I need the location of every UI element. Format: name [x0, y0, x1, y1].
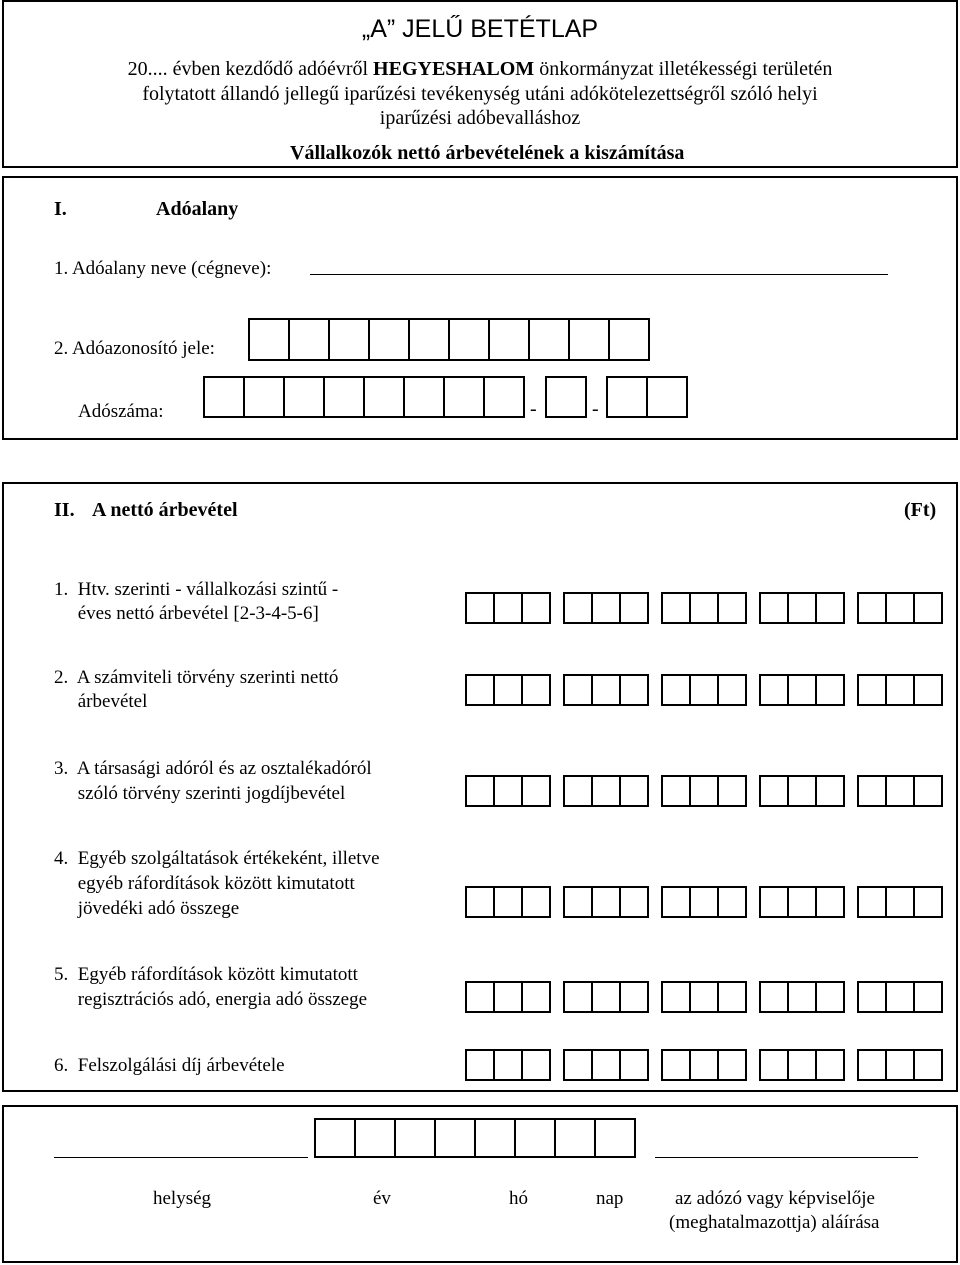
amount-digit-box[interactable]	[563, 981, 593, 1013]
tax-id-box[interactable]	[368, 318, 410, 361]
amount-digit-box[interactable]	[815, 775, 845, 807]
amount-digit-box[interactable]	[563, 775, 593, 807]
amount-digit-box[interactable]	[591, 775, 621, 807]
tax-number-vat-box[interactable]	[545, 376, 587, 418]
amount-digit-box[interactable]	[591, 674, 621, 706]
amount-digit-box[interactable]	[885, 592, 915, 624]
amount-digit-box[interactable]	[759, 981, 789, 1013]
amount-digit-box[interactable]	[857, 1049, 887, 1081]
amount-digit-box[interactable]	[661, 886, 691, 918]
amount-digit-box[interactable]	[661, 674, 691, 706]
amount-digit-box[interactable]	[465, 886, 495, 918]
tax-number-box[interactable]	[443, 376, 485, 418]
header-subtitle: Vállalkozók nettó árbevételének a kiszámítása	[290, 142, 685, 164]
tax-number-main-boxes[interactable]	[203, 376, 525, 418]
tax-number-box[interactable]	[606, 376, 648, 418]
amount-digit-box[interactable]	[521, 1049, 551, 1081]
amount-digit-box[interactable]	[563, 674, 593, 706]
amount-digit-box[interactable]	[759, 886, 789, 918]
amount-digit-group	[857, 775, 943, 807]
amount-digit-box[interactable]	[717, 674, 747, 706]
amount-digit-box[interactable]	[759, 1049, 789, 1081]
row-1-label-line1: 1. Htv. szerinti - vállalkozási szintű -	[54, 579, 339, 600]
amount-digit-box[interactable]	[619, 886, 649, 918]
day-label: nap	[596, 1188, 624, 1209]
amount-digit-box[interactable]	[759, 775, 789, 807]
amount-digit-group	[465, 775, 551, 807]
amount-digit-group	[661, 1049, 747, 1081]
amount-digit-group	[759, 775, 845, 807]
amount-digit-box[interactable]	[913, 775, 943, 807]
tax-number-box[interactable]	[545, 376, 587, 418]
tax-id-box[interactable]	[488, 318, 530, 361]
amount-digit-box[interactable]	[857, 592, 887, 624]
tax-id-box[interactable]	[408, 318, 450, 361]
amount-digit-box[interactable]	[885, 1049, 915, 1081]
section-1-title: Adóalany	[156, 198, 239, 220]
section-2-title: A nettó árbevétel	[92, 499, 238, 521]
amount-digit-group	[465, 1049, 551, 1081]
amount-digit-box[interactable]	[913, 1049, 943, 1081]
amount-digit-group	[563, 886, 649, 918]
amount-digit-box[interactable]	[913, 674, 943, 706]
amount-digit-box[interactable]	[521, 674, 551, 706]
tax-number-box[interactable]	[323, 376, 365, 418]
date-boxes[interactable]	[314, 1118, 636, 1158]
signature-label-line2: (meghatalmazottja) aláírása	[669, 1212, 880, 1233]
row-6-amount-boxes[interactable]	[465, 1049, 943, 1081]
amount-digit-group	[759, 592, 845, 624]
row-1-amount-boxes[interactable]	[465, 592, 943, 624]
tax-id-box[interactable]	[448, 318, 490, 361]
amount-digit-group	[465, 886, 551, 918]
amount-digit-box[interactable]	[591, 981, 621, 1013]
amount-digit-box[interactable]	[885, 886, 915, 918]
amount-digit-box[interactable]	[563, 1049, 593, 1081]
amount-digit-group	[563, 981, 649, 1013]
row-4-label-line1: 4. Egyéb szolgáltatások értékeként, illetve	[54, 848, 380, 869]
amount-digit-box[interactable]	[717, 1049, 747, 1081]
amount-digit-group	[857, 674, 943, 706]
tax-number-box[interactable]	[646, 376, 688, 418]
tax-id-box[interactable]	[568, 318, 610, 361]
amount-digit-box[interactable]	[521, 592, 551, 624]
amount-digit-group	[857, 981, 943, 1013]
amount-digit-box[interactable]	[717, 592, 747, 624]
currency-unit: (Ft)	[904, 499, 937, 521]
row-4-label-line2: egyéb ráfordítások között kimutatott	[54, 873, 355, 894]
amount-digit-group	[661, 775, 747, 807]
amount-digit-box[interactable]	[591, 1049, 621, 1081]
amount-digit-box[interactable]	[759, 592, 789, 624]
signature-label-line1: az adózó vagy képviselője	[675, 1188, 875, 1209]
amount-digit-box[interactable]	[521, 775, 551, 807]
amount-digit-box[interactable]	[619, 775, 649, 807]
row-3-label-line1: 3. A társasági adóról és az osztalékadóról	[54, 758, 372, 779]
amount-digit-box[interactable]	[885, 981, 915, 1013]
date-box[interactable]	[434, 1118, 476, 1158]
tax-id-boxes[interactable]	[248, 318, 650, 361]
amount-digit-group	[661, 886, 747, 918]
amount-digit-box[interactable]	[787, 1049, 817, 1081]
year-label: év	[373, 1188, 391, 1209]
section-2-number: II.	[54, 499, 75, 521]
amount-digit-box[interactable]	[857, 775, 887, 807]
amount-digit-box[interactable]	[913, 886, 943, 918]
row-3-label-line2: szóló törvény szerinti jogdíjbevétel	[54, 783, 346, 804]
amount-digit-box[interactable]	[787, 981, 817, 1013]
amount-digit-box[interactable]	[619, 1049, 649, 1081]
section-1-number: I.	[54, 198, 67, 220]
amount-digit-group	[563, 775, 649, 807]
month-label: hó	[509, 1188, 528, 1209]
tax-id-box[interactable]	[528, 318, 570, 361]
date-box[interactable]	[354, 1118, 396, 1158]
header-description-line1: 20.... évben kezdődő adóévről HEGYESHALOM önkormányzat illetékességi területén	[127, 58, 833, 80]
amount-digit-group	[465, 592, 551, 624]
amount-digit-box[interactable]	[759, 674, 789, 706]
tax-id-label: 2. Adóazonosító jele:	[54, 338, 215, 359]
row-2-amount-boxes[interactable]	[465, 674, 943, 706]
amount-digit-box[interactable]	[493, 1049, 523, 1081]
date-box[interactable]	[314, 1118, 356, 1158]
amount-digit-box[interactable]	[591, 886, 621, 918]
amount-digit-box[interactable]	[619, 981, 649, 1013]
row-5-label-line1: 5. Egyéb ráfordítások között kimutatott	[54, 964, 358, 985]
amount-digit-box[interactable]	[857, 981, 887, 1013]
tax-number-box[interactable]	[203, 376, 245, 418]
row-1-label-line2: éves nettó árbevétel [2-3-4-5-6]	[54, 603, 319, 624]
place-field-line[interactable]	[54, 1157, 308, 1158]
amount-digit-box[interactable]	[521, 886, 551, 918]
tax-number-label: Adószáma:	[78, 401, 164, 422]
row-5-amount-boxes[interactable]	[465, 981, 943, 1013]
amount-digit-box[interactable]	[465, 674, 495, 706]
amount-digit-box[interactable]	[787, 775, 817, 807]
tax-id-box[interactable]	[288, 318, 330, 361]
amount-digit-group	[857, 1049, 943, 1081]
tax-number-box[interactable]	[403, 376, 445, 418]
amount-digit-box[interactable]	[493, 981, 523, 1013]
amount-digit-group	[857, 886, 943, 918]
date-box[interactable]	[474, 1118, 516, 1158]
amount-digit-box[interactable]	[661, 592, 691, 624]
date-box[interactable]	[554, 1118, 596, 1158]
amount-digit-box[interactable]	[465, 775, 495, 807]
taxpayer-name-field[interactable]	[310, 274, 888, 275]
amount-digit-group	[563, 592, 649, 624]
amount-digit-box[interactable]	[913, 592, 943, 624]
amount-digit-group	[465, 674, 551, 706]
amount-digit-box[interactable]	[913, 981, 943, 1013]
amount-digit-box[interactable]	[661, 981, 691, 1013]
amount-digit-group	[857, 592, 943, 624]
amount-digit-box[interactable]	[493, 674, 523, 706]
amount-digit-box[interactable]	[661, 1049, 691, 1081]
tax-number-county-boxes[interactable]	[606, 376, 688, 418]
amount-digit-box[interactable]	[717, 886, 747, 918]
row-5-label-line2: regisztrációs adó, energia adó összege	[54, 989, 368, 1010]
header-description-line2: folytatott állandó jellegű iparűzési tevékenység utáni adókötelezettségről szóló helyi	[142, 83, 818, 105]
amount-digit-box[interactable]	[465, 981, 495, 1013]
amount-digit-box[interactable]	[619, 592, 649, 624]
amount-digit-box[interactable]	[815, 981, 845, 1013]
amount-digit-box[interactable]	[689, 775, 719, 807]
amount-digit-box[interactable]	[815, 1049, 845, 1081]
amount-digit-box[interactable]	[885, 775, 915, 807]
row-4-label-line3: jövedéki adó összege	[54, 898, 240, 919]
amount-digit-box[interactable]	[787, 886, 817, 918]
place-label: helység	[153, 1188, 212, 1209]
row-2-label-line2: árbevétel	[54, 691, 148, 712]
amount-digit-group	[759, 674, 845, 706]
date-box[interactable]	[394, 1118, 436, 1158]
row-2-label-line1: 2. A számviteli törvény szerinti nettó	[54, 667, 339, 688]
date-box[interactable]	[594, 1118, 636, 1158]
amount-digit-group	[759, 1049, 845, 1081]
amount-digit-group	[759, 886, 845, 918]
amount-digit-box[interactable]	[815, 592, 845, 624]
municipality-name: HEGYESHALOM	[373, 58, 535, 80]
amount-digit-box[interactable]	[815, 674, 845, 706]
amount-digit-box[interactable]	[591, 592, 621, 624]
amount-digit-group	[661, 592, 747, 624]
amount-digit-group	[563, 674, 649, 706]
amount-digit-box[interactable]	[661, 775, 691, 807]
amount-digit-box[interactable]	[563, 886, 593, 918]
amount-digit-group	[661, 981, 747, 1013]
tax-id-box[interactable]	[608, 318, 650, 361]
tax-number-separator: -	[530, 398, 537, 420]
amount-digit-box[interactable]	[689, 674, 719, 706]
amount-digit-box[interactable]	[493, 592, 523, 624]
amount-digit-box[interactable]	[815, 886, 845, 918]
amount-digit-box[interactable]	[717, 981, 747, 1013]
taxpayer-name-label: 1. Adóalany neve (cégneve):	[54, 258, 272, 279]
amount-digit-box[interactable]	[885, 674, 915, 706]
tax-number-box[interactable]	[483, 376, 525, 418]
amount-digit-box[interactable]	[521, 981, 551, 1013]
amount-digit-box[interactable]	[857, 674, 887, 706]
tax-id-box[interactable]	[248, 318, 290, 361]
amount-digit-box[interactable]	[465, 592, 495, 624]
amount-digit-box[interactable]	[493, 775, 523, 807]
tax-number-box[interactable]	[283, 376, 325, 418]
tax-id-box[interactable]	[328, 318, 370, 361]
amount-digit-box[interactable]	[857, 886, 887, 918]
amount-digit-group	[465, 981, 551, 1013]
page-title: „A” JELŰ BETÉTLAP	[361, 15, 599, 43]
amount-digit-group	[661, 674, 747, 706]
date-box[interactable]	[514, 1118, 556, 1158]
amount-digit-group	[563, 1049, 649, 1081]
amount-digit-box[interactable]	[619, 674, 649, 706]
amount-digit-box[interactable]	[787, 674, 817, 706]
amount-digit-box[interactable]	[689, 592, 719, 624]
header-description-line3: iparűzési adóbevalláshoz	[379, 107, 581, 129]
amount-digit-box[interactable]	[493, 886, 523, 918]
signature-line[interactable]	[655, 1157, 918, 1158]
row-6-label-line1: 6. Felszolgálási díj árbevétele	[54, 1055, 285, 1076]
amount-digit-group	[759, 981, 845, 1013]
amount-digit-box[interactable]	[689, 981, 719, 1013]
row-4-amount-boxes[interactable]	[465, 886, 943, 918]
amount-digit-box[interactable]	[689, 1049, 719, 1081]
tax-number-box[interactable]	[363, 376, 405, 418]
amount-digit-box[interactable]	[465, 1049, 495, 1081]
amount-digit-box[interactable]	[787, 592, 817, 624]
tax-number-box[interactable]	[243, 376, 285, 418]
tax-number-separator: -	[592, 398, 599, 420]
amount-digit-box[interactable]	[717, 775, 747, 807]
amount-digit-box[interactable]	[689, 886, 719, 918]
row-3-amount-boxes[interactable]	[465, 775, 943, 807]
amount-digit-box[interactable]	[563, 592, 593, 624]
